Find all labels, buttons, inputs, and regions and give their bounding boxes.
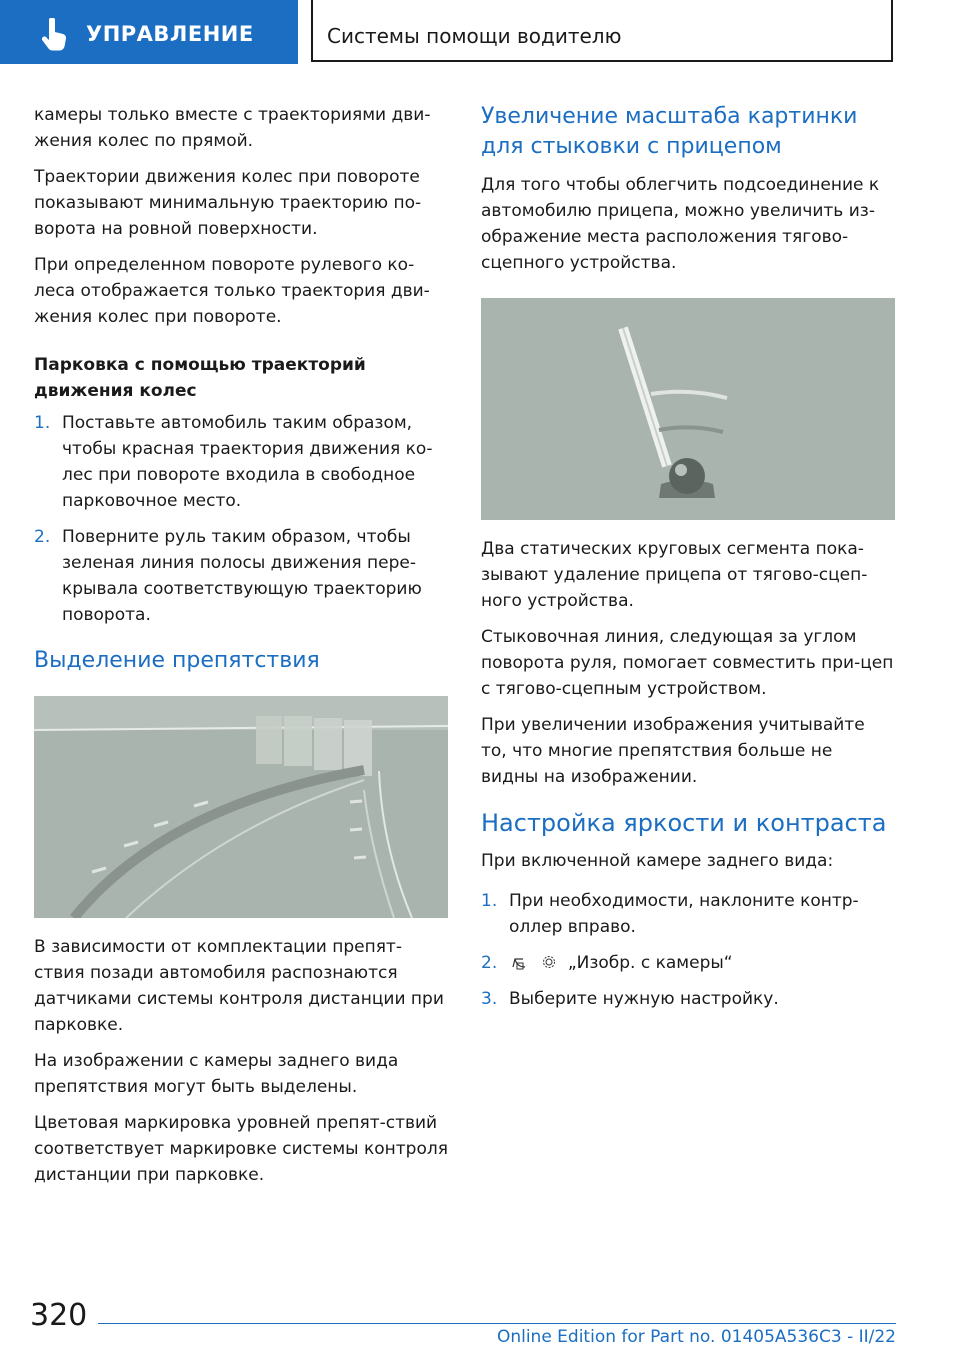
step-number: 1. (34, 413, 51, 433)
right-column (481, 102, 895, 1022)
page-number: 320 (30, 1298, 88, 1333)
step-text: Выберите нужную настройку. (509, 989, 779, 1009)
camera-icon (509, 953, 537, 973)
paragraph: При увеличении изображения учитывайте то, что многие препятствия больше не видны на изображении. (481, 715, 865, 787)
parking-heading: Парковка с помощью траекторий движения колес (34, 355, 366, 401)
step-text: При необходимости, наклоните контр-оллер вправо. (509, 891, 859, 937)
zoom-heading: Увеличение масштаба картинки для стыковки с прицепом (481, 104, 858, 159)
list-item (481, 986, 895, 1012)
list-item (481, 888, 895, 940)
left-column (34, 102, 448, 1198)
list-item (481, 950, 895, 976)
step-number: 1. (481, 891, 498, 911)
brightness-steps (481, 888, 895, 1012)
list-item (34, 410, 448, 514)
paragraph: На изображении с камеры заднего вида препятствия могут быть выделены. (34, 1051, 399, 1097)
paragraph: Цветовая маркировка уровней препят-ствий соответствует маркировке системы контроля дистанции при парковке. (34, 1113, 448, 1185)
paragraph: При включенной камере заднего вида: (481, 851, 834, 871)
section-tab (0, 0, 298, 64)
paragraph: Два статических круговых сегмента пока-зывают удаление прицепа от тягово-сцеп-ного устройства. (481, 539, 868, 611)
paragraph: камеры только вместе с траекториями дви-жения колес по прямой. (34, 105, 431, 151)
edition-note: Online Edition for Part no. 01405A536C3 - II/22 (496, 1327, 896, 1347)
paragraph: Стыковочная линия, следующая за углом поворота руля, помогает совместить при-цеп с тягово-сцепным устройством. (481, 627, 894, 699)
list-item (34, 524, 448, 628)
brightness-heading: Настройка яркости и контраста (481, 809, 887, 837)
chapter-header (311, 0, 893, 62)
step-number: 2. (481, 953, 498, 973)
parking-steps (34, 410, 448, 628)
step-text: Поставьте автомобиль таким образом, чтобы красная траектория движения ко-лес при повороте входила в свободное парковочное место. (62, 413, 433, 511)
section-title: УПРАВЛЕНИЕ (86, 22, 254, 46)
step-text: Поверните руль таким образом, чтобы зеленая линия полосы движения пере-крывала соответствующую траекторию поворота. (62, 527, 422, 625)
step-number: 3. (481, 989, 498, 1009)
footer-divider (98, 1323, 896, 1324)
hand-pointer-icon (38, 18, 70, 52)
obstacle-illustration (34, 696, 448, 918)
paragraph: Для того чтобы облегчить подсоединение к автомобилю прицепа, можно увеличить из-ображение места расположения тягово-сцепного устройства. (481, 175, 880, 273)
step-number: 2. (34, 527, 51, 547)
paragraph: В зависимости от комплектации препят-ствия позади автомобиля распознаются датчиками системы контроля дистанции при парковке. (34, 937, 444, 1035)
chapter-title: Системы помощи водителю (327, 24, 622, 48)
paragraph: Траектории движения колес при повороте показывают минимальную траекторию по-ворота на ровной поверхности. (34, 167, 422, 239)
obstacle-heading: Выделение препятствия (34, 648, 320, 673)
step-text: „Изобр. с камеры“ (567, 953, 733, 973)
hitch-illustration (481, 298, 895, 520)
gear-icon (542, 955, 556, 971)
paragraph: При определенном повороте рулевого ко-леса отображается только траектория дви-жения колес при повороте. (34, 255, 430, 327)
